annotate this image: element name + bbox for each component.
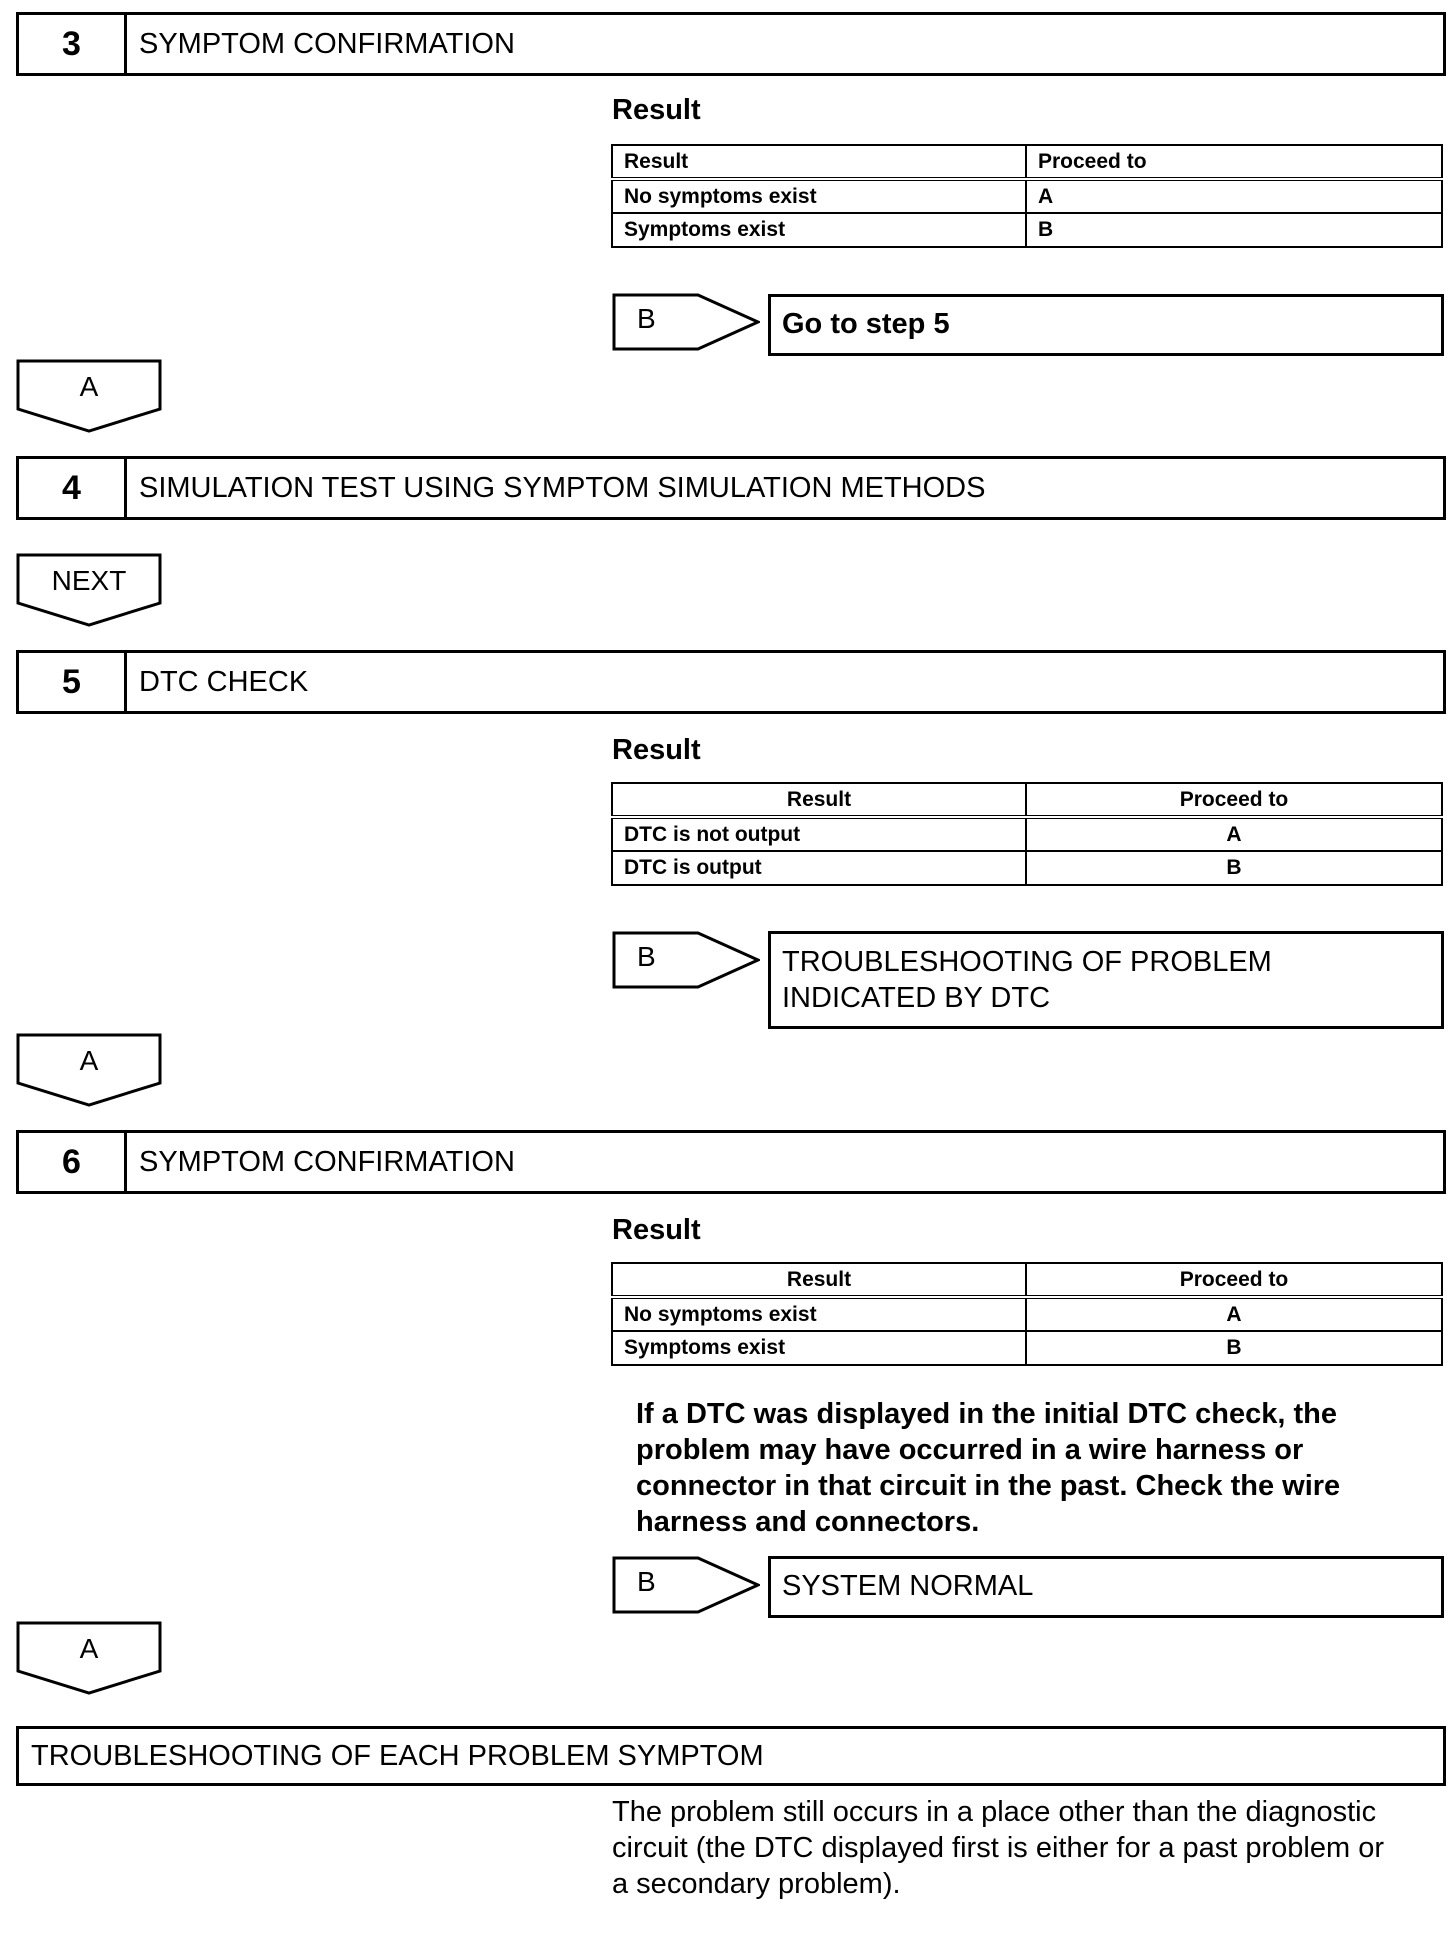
note-line: If a DTC was displayed in the initial DTC check, the <box>636 1398 1337 1430</box>
system-normal-box[interactable] <box>768 1556 1444 1618</box>
note-line: harness and connectors. <box>636 1506 980 1538</box>
table-cell: B <box>1026 1331 1442 1365</box>
outcome-text: Go to step 5 <box>782 308 950 340</box>
outcome-text: SYSTEM NORMAL <box>782 1570 1034 1602</box>
table-row <box>612 851 1442 885</box>
branch-label: B <box>637 1566 656 1597</box>
result-table <box>611 1262 1443 1366</box>
table-cell: A <box>1026 179 1442 213</box>
table-row <box>612 1331 1442 1365</box>
step-number: 3 <box>19 15 127 73</box>
outcome-text-line: INDICATED BY DTC <box>782 982 1051 1014</box>
table-cell: Symptoms exist <box>612 213 1026 247</box>
branch-b-arrow[interactable] <box>612 1556 760 1614</box>
next-arrow[interactable] <box>16 553 162 627</box>
table-cell: B <box>1026 851 1442 885</box>
right-arrow-icon <box>612 1556 760 1614</box>
table-header-cell: Proceed to <box>1026 145 1442 179</box>
note-line: circuit (the DTC displayed first is either for a past problem or <box>612 1832 1384 1864</box>
result-table <box>611 782 1443 886</box>
step-title: SIMULATION TEST USING SYMPTOM SIMULATION METHODS <box>139 471 986 504</box>
step-number: 4 <box>19 459 127 517</box>
step-5-header <box>16 650 1446 714</box>
branch-b-arrow[interactable] <box>612 931 760 989</box>
next-label: NEXT <box>51 565 127 596</box>
step-title: DTC CHECK <box>139 665 309 698</box>
branch-label: A <box>79 1633 99 1664</box>
table-header-row <box>612 145 1442 179</box>
step-6-header <box>16 1130 1446 1194</box>
result-heading: Result <box>612 94 701 126</box>
step-title: SYMPTOM CONFIRMATION <box>139 27 515 60</box>
step-3-header <box>16 12 1446 76</box>
go-to-step-box[interactable] <box>768 294 1444 356</box>
step-title: SYMPTOM CONFIRMATION <box>139 1145 515 1178</box>
final-note <box>612 1794 1384 1902</box>
branch-label: B <box>637 303 656 334</box>
table-row <box>612 179 1442 213</box>
right-arrow-icon <box>612 293 760 351</box>
table-header-cell: Proceed to <box>1026 783 1442 817</box>
branch-b-arrow[interactable] <box>612 293 760 351</box>
branch-label: A <box>79 371 99 402</box>
table-cell: No symptoms exist <box>612 1297 1026 1331</box>
table-header-cell: Result <box>612 783 1026 817</box>
table-cell: B <box>1026 213 1442 247</box>
note-line: connector in that circuit in the past. Check the wire <box>636 1470 1341 1502</box>
result-table <box>611 144 1443 248</box>
step-number: 5 <box>19 653 127 711</box>
right-arrow-icon <box>612 931 760 989</box>
table-cell: A <box>1026 1297 1442 1331</box>
table-cell: Symptoms exist <box>612 1331 1026 1365</box>
final-result-box <box>16 1726 1446 1786</box>
table-cell: DTC is output <box>612 851 1026 885</box>
table-header-cell: Result <box>612 1263 1026 1297</box>
outcome-text-line: TROUBLESHOOTING OF PROBLEM <box>782 946 1272 978</box>
table-header-row <box>612 1263 1442 1297</box>
branch-label: A <box>79 1045 99 1076</box>
final-title: TROUBLESHOOTING OF EACH PROBLEM SYMPTOM <box>31 1739 764 1772</box>
table-cell: DTC is not output <box>612 817 1026 851</box>
branch-label: B <box>637 941 656 972</box>
result-heading: Result <box>612 1214 701 1246</box>
branch-a-arrow[interactable] <box>16 359 162 433</box>
dtc-troubleshooting-box[interactable] <box>768 931 1444 1029</box>
branch-a-arrow[interactable] <box>16 1621 162 1695</box>
branch-a-arrow[interactable] <box>16 1033 162 1107</box>
table-row <box>612 817 1442 851</box>
note-line: The problem still occurs in a place other than the diagnostic <box>612 1796 1377 1828</box>
table-row <box>612 213 1442 247</box>
result-heading: Result <box>612 734 701 766</box>
table-row <box>612 1297 1442 1331</box>
table-cell: A <box>1026 817 1442 851</box>
table-header-row <box>612 783 1442 817</box>
step-4-header <box>16 456 1446 520</box>
note-line: problem may have occurred in a wire harness or <box>636 1434 1304 1466</box>
table-header-cell: Proceed to <box>1026 1263 1442 1297</box>
table-header-cell: Result <box>612 145 1026 179</box>
wire-harness-note <box>636 1396 1340 1540</box>
note-line: a secondary problem). <box>612 1868 901 1900</box>
table-cell: No symptoms exist <box>612 179 1026 213</box>
step-number: 6 <box>19 1133 127 1191</box>
